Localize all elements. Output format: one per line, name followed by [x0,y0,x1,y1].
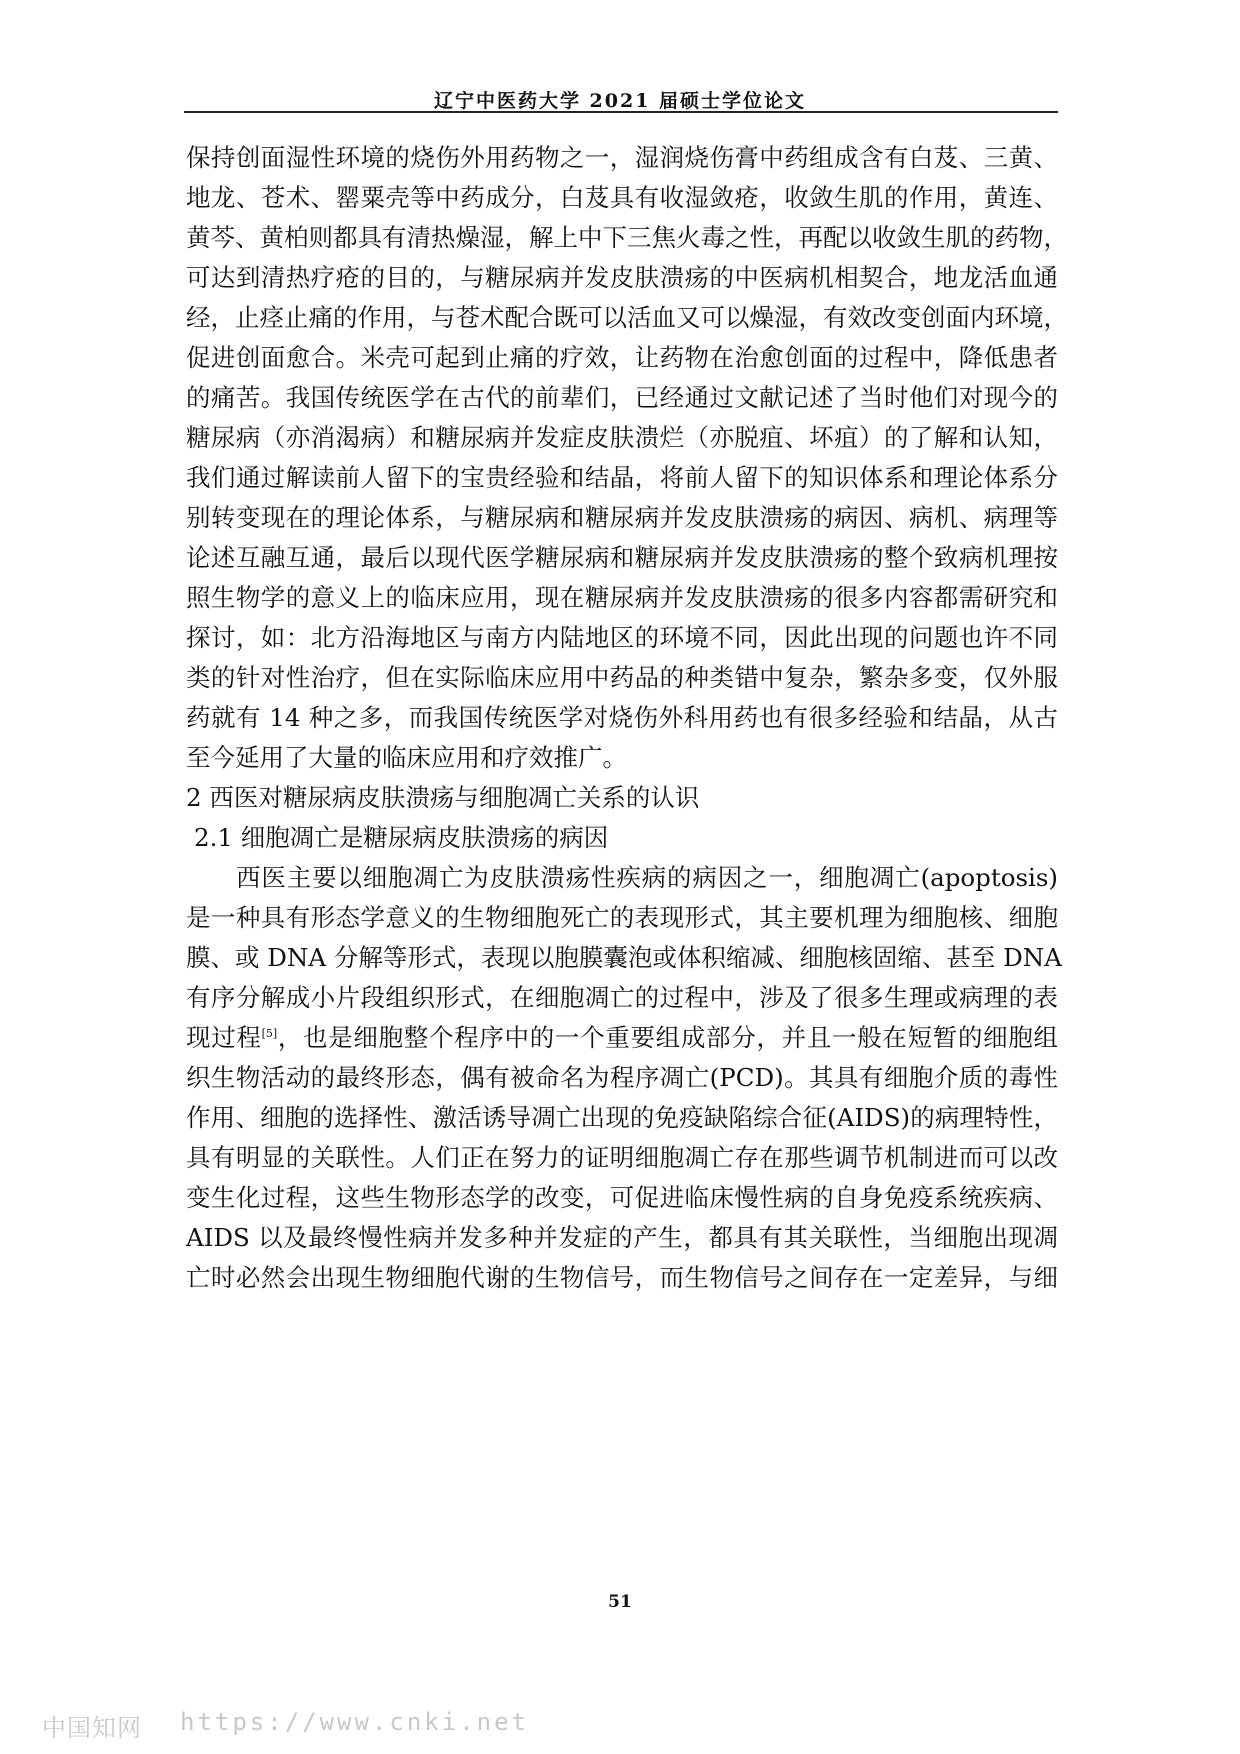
text-line: 药就有 14 种之多，而我国传统医学对烧伤外科用药也有很多经验和结晶，从古 [186,703,1058,732]
text-line: 黄芩、黄柏则都具有清热燥湿，解上中下三焦火毒之性，再配以收敛生肌的药物， [186,223,1068,252]
subsection-heading: 2.1 细胞凋亡是糖尿病皮肤溃疡的病因 [194,823,609,852]
text-line: 西医主要以细胞凋亡为皮肤溃疡性疾病的病因之一，细胞凋亡(apoptosis) [236,863,1058,892]
text-line: 膜、或 DNA 分解等形式，表现以胞膜囊泡或体积缩减、细胞核固缩、甚至 DNA [186,943,1062,972]
text-line: 可达到清热疗疮的目的，与糖尿病并发皮肤溃疡的中医病机相契合，地龙活血通 [186,263,1058,292]
watermark-url[interactable]: https://www.cnki.net [180,1708,529,1736]
citation-ref[interactable]: [5] [261,1026,278,1040]
text-line: 别转变现在的理论体系，与糖尿病和糖尿病并发皮肤溃疡的病因、病机、病理等 [186,503,1058,532]
running-header: 辽宁中医药大学 2021 届硕士学位论文 [433,90,807,112]
text-line: 地龙、苍术、罂粟壳等中药成分，白芨具有收湿敛疮，收敛生肌的作用，黄连、 [186,183,1058,212]
page-number: 51 [608,1592,632,1612]
text-line: 类的针对性治疗，但在实际临床应用中药品的种类错中复杂，繁杂多变，仅外服 [186,663,1058,692]
text-line: 具有明显的关联性。人们正在努力的证明细胞凋亡存在那些调节机制进而可以改 [186,1143,1058,1172]
text-line: 保持创面湿性环境的烧伤外用药物之一，湿润烧伤膏中药组成含有白芨、三黄、 [186,143,1058,172]
text-line: 促进创面愈合。米壳可起到止痛的疗效，让药物在治愈创面的过程中，降低患者 [186,343,1058,372]
text-line: 探讨，如：北方沿海地区与南方内陆地区的环境不同，因此出现的问题也许不同 [186,623,1058,652]
text-line: 论述互融互通，最后以现代医学糖尿病和糖尿病并发皮肤溃疡的整个致病机理按 [186,543,1058,572]
text-line: 变生化过程，这些生物形态学的改变，可促进临床慢性病的自身免疫系统疾病、 [186,1183,1058,1212]
text-line: AIDS 以及最终慢性病并发多种并发症的产生，都具有其关联性，当细胞出现凋 [186,1223,1058,1252]
text-segment: ，也是细胞整个程序中的一个重要组成部分，并且一般在短暂的细胞组 [277,1023,1059,1052]
header-rule [184,111,1058,113]
section-heading: 2 西医对糖尿病皮肤溃疡与细胞凋亡关系的认识 [186,783,700,812]
text-line: 亡时必然会出现生物细胞代谢的生物信号，而生物信号之间存在一定差异，与细 [186,1263,1058,1292]
text-line-with-citation [186,1022,1058,1054]
text-line: 我们通过解读前人留下的宝贵经验和结晶，将前人留下的知识体系和理论体系分 [186,463,1058,492]
text-line: 作用、细胞的选择性、激活诱导凋亡出现的免疫缺陷综合征(AIDS)的病理特性， [186,1103,1058,1132]
text-line: 织生物活动的最终形态，偶有被命名为程序凋亡(PCD)。其具有细胞介质的毒性 [186,1063,1058,1092]
text-line: 照生物学的意义上的临床应用，现在糖尿病并发皮肤溃疡的很多内容都需研究和 [186,583,1058,612]
text-segment: 现过程 [186,1023,262,1052]
text-line: 的痛苦。我国传统医学在古代的前辈们，已经通过文献记述了当时他们对现今的 [186,383,1058,412]
watermark-name: 中国知网 [42,1714,142,1742]
text-line: 经，止痉止痛的作用，与苍术配合既可以活血又可以燥湿，有效改变创面内环境， [186,303,1068,332]
text-line: 至今延用了大量的临床应用和疗效推广。 [186,743,627,772]
text-line: 有序分解成小片段组织形式，在细胞凋亡的过程中，涉及了很多生理或病理的表 [186,983,1058,1012]
text-line: 糖尿病（亦消渴病）和糖尿病并发症皮肤溃烂（亦脱疽、坏疽）的了解和认知， [186,423,1058,452]
text-line: 是一种具有形态学意义的生物细胞死亡的表现形式，其主要机理为细胞核、细胞 [186,903,1058,932]
